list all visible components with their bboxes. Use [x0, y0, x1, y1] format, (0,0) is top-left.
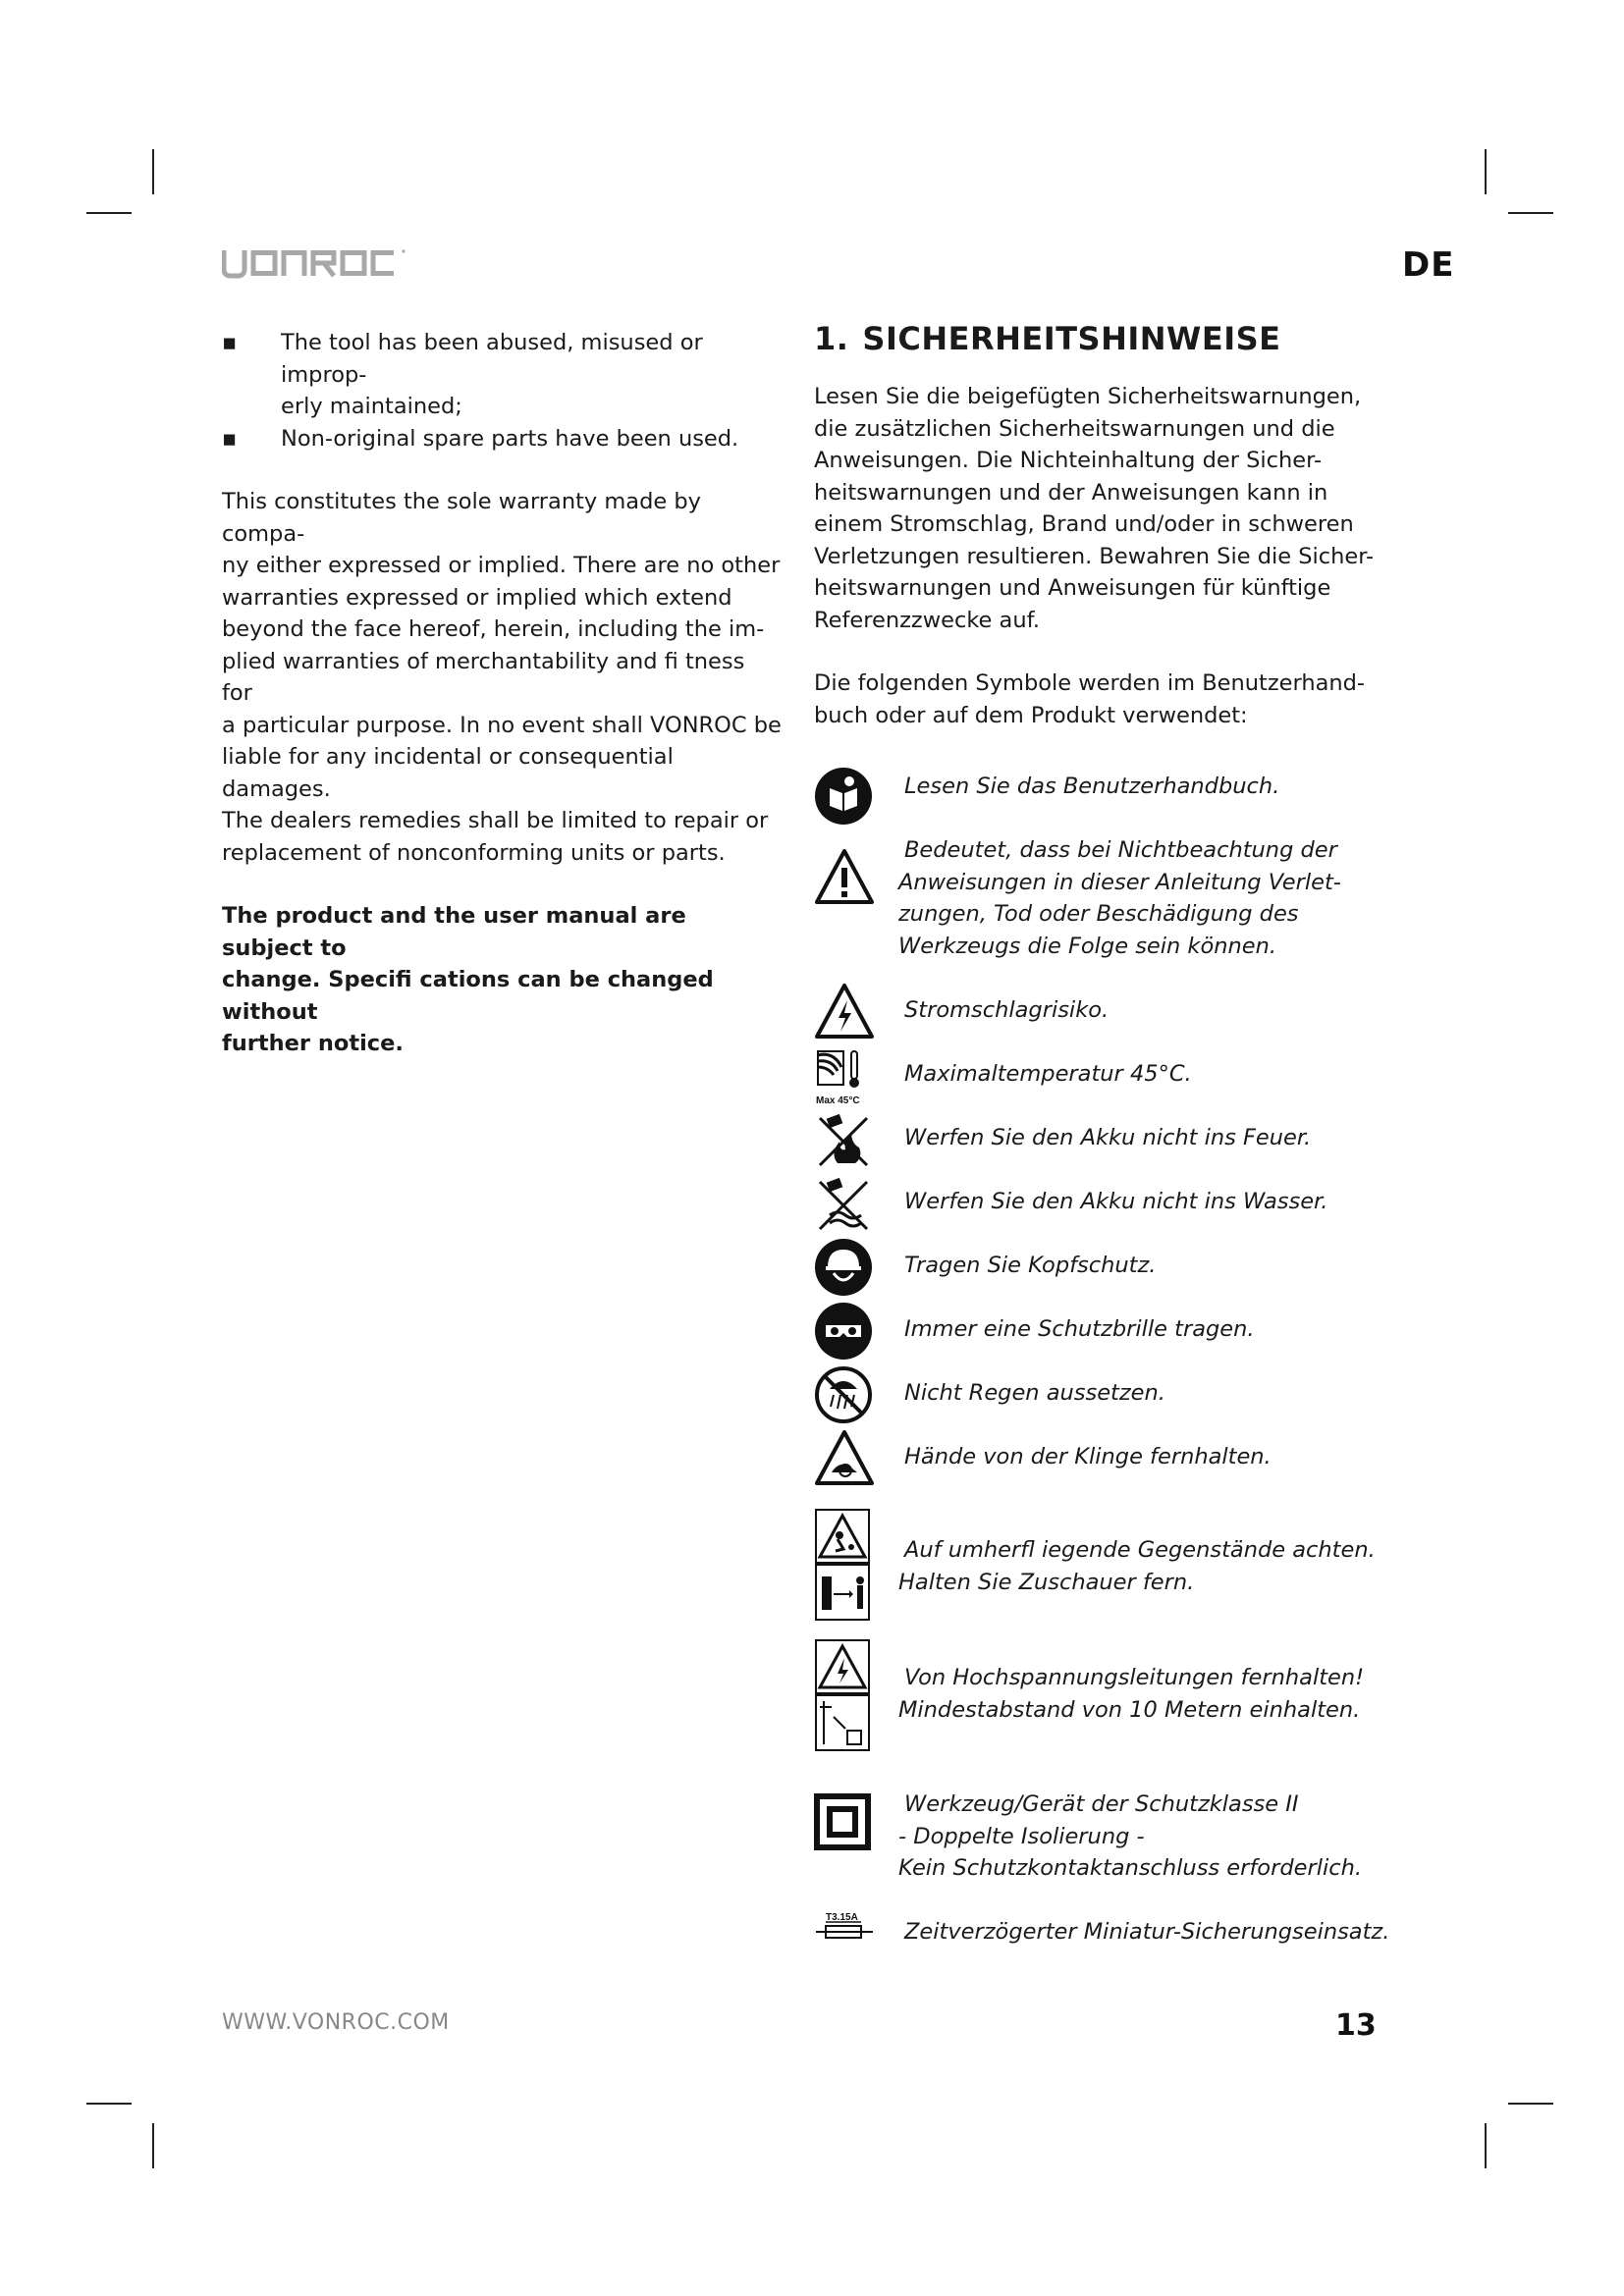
symbol-label: Stromschlagrisiko. — [904, 997, 1110, 1023]
symbol-label: Auf umherfl iegende Gegenstände achten. — [904, 1537, 1376, 1563]
crop-mark — [152, 2123, 154, 2168]
no-fire-icon — [814, 1112, 873, 1169]
power-lines-icon — [814, 1638, 871, 1752]
fuse-icon — [814, 1910, 875, 1944]
crop-mark — [152, 149, 154, 194]
crop-mark — [1485, 2123, 1487, 2168]
logo-text: VONROC — [222, 247, 227, 248]
crop-mark — [1485, 149, 1487, 194]
symbol-label: Bedeutet, dass bei Nichtbeachtung der — [904, 837, 1337, 863]
flying-objects-icon — [814, 1508, 871, 1622]
symbol-label: Werfen Sie den Akku nicht ins Feuer. — [904, 1125, 1312, 1150]
right-column — [814, 319, 1403, 731]
vonroc-logo — [222, 247, 408, 279]
list-item: ▪ Non-original spare parts have been used. — [222, 425, 739, 452]
head-protection-icon — [814, 1238, 873, 1297]
symbol-label: Zeitverzögerter Miniatur-Sicherungseinsatz. — [904, 1919, 1390, 1945]
symbol-label: Hände von der Klinge fernhalten. — [904, 1444, 1272, 1469]
no-rain-icon — [814, 1365, 873, 1424]
symbol-label: Nicht Regen aussetzen. — [904, 1380, 1165, 1406]
blade-warning-icon — [814, 1429, 875, 1486]
symbol-label: Lesen Sie das Benutzerhandbuch. — [904, 774, 1280, 799]
crop-mark — [86, 212, 132, 214]
crop-mark — [1508, 2103, 1553, 2105]
intro-paragraph: Lesen Sie die beigefügten Sicherheitswarnungen, die zusätzlichen Sicherheitswarnungen und die Anweisungen. Die Nichteinhaltung der Sicher- heitswarnungen und der Anweisungen kann in einem Stromschlag, Brand und/oder in schweren Verletzungen resultieren. Bewahren Sie die Sicher- heitswarnungen und Anweisungen für künftige Referenzzwecke auf. — [814, 384, 1375, 633]
no-water-icon — [814, 1176, 873, 1233]
class-ii-icon — [814, 1793, 871, 1850]
symbols-intro: Die folgenden Symbole werden im Benutzerhand- buch oder auf dem Produkt verwendet: — [814, 670, 1366, 728]
left-column — [222, 327, 782, 1060]
warning-icon — [814, 848, 875, 905]
svg-text:Max 45°C: Max 45°C — [816, 1095, 860, 1106]
section-title: 1. SICHERHEITSHINWEISE — [814, 320, 1281, 357]
symbol-label: Von Hochspannungsleitungen fernhalten! — [904, 1665, 1365, 1690]
symbol-label: Maximaltemperatur 45°C. — [904, 1061, 1192, 1087]
notice-paragraph: The product and the user manual are subject to change. Specifi cations can be changed without further notice. — [222, 903, 714, 1056]
crop-mark — [86, 2103, 132, 2105]
page-number: 13 — [1335, 2008, 1377, 2043]
language-tag: DE — [1402, 245, 1455, 285]
warranty-paragraph: This constitutes the sole warranty made by compa- ny either expressed or implied. There are no other warranties expressed or implied which extend beyond the face hereof, herein, including the im- plied warranties of merchantability and fi tness for a particular purpose. In no event shall VONROC be liable for any incidental or consequential damages. The dealers remedies shall be limited to repair or replacement of nonconforming units or parts. — [222, 489, 782, 866]
footer-url[interactable]: WWW.VONROC.COM — [222, 2010, 450, 2035]
symbol-label: Werkzeug/Gerät der Schutzklasse II — [904, 1791, 1299, 1817]
symbol-label: Immer eine Schutzbrille tragen. — [904, 1316, 1255, 1342]
read-manual-icon — [814, 767, 873, 826]
safety-goggles-icon — [814, 1302, 873, 1361]
electric-shock-icon — [814, 983, 875, 1040]
crop-mark — [1508, 212, 1553, 214]
max-temperature-icon — [814, 1047, 873, 1106]
symbol-label: Tragen Sie Kopfschutz. — [904, 1253, 1157, 1278]
svg-text:T3.15A: T3.15A — [826, 1912, 858, 1923]
symbol-label: Werfen Sie den Akku nicht ins Wasser. — [904, 1189, 1328, 1214]
list-item: ▪ The tool has been abused, misused or improp- erly maintained; — [222, 330, 703, 419]
